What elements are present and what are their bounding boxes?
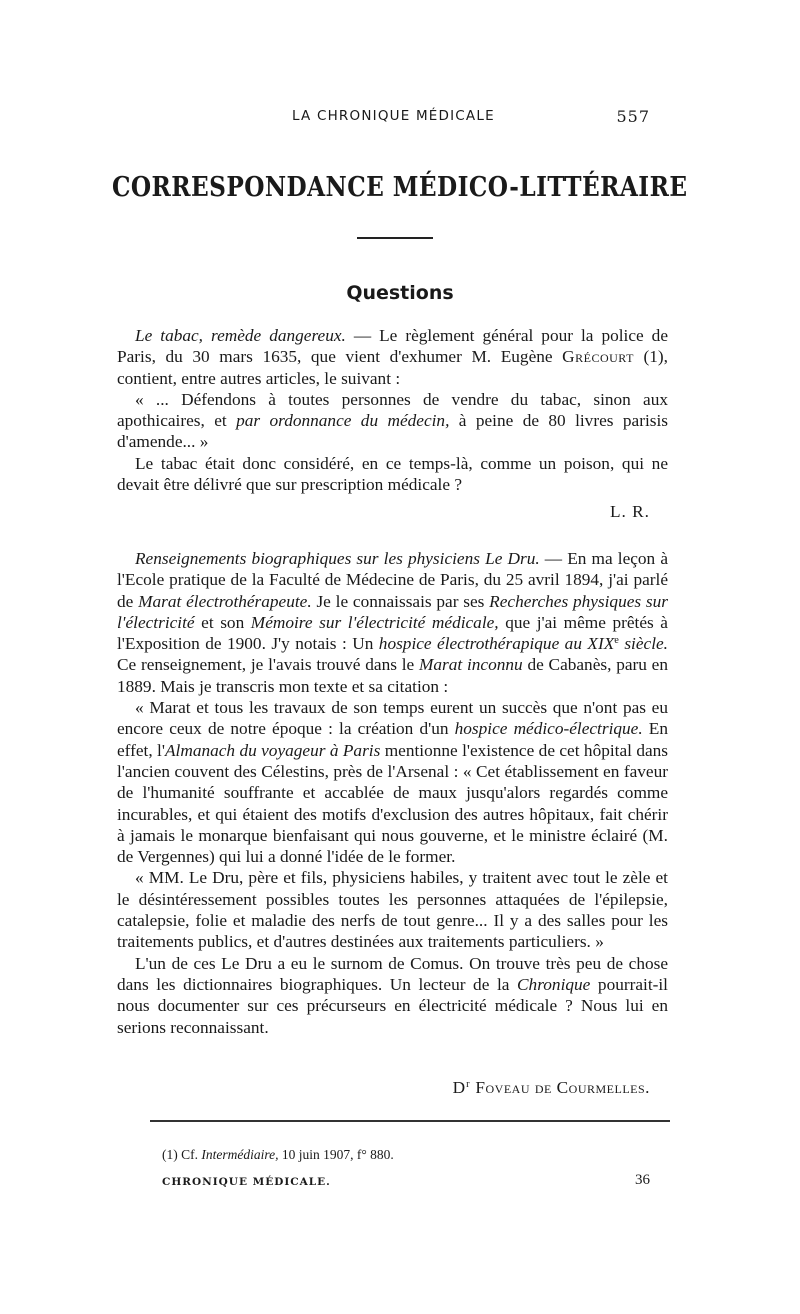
text-run: — En ma leçon à l'Ecole pratique de la Faculté de Médecine de Paris, du 25 avril 1894, j'ai parlé de bbox=[117, 549, 668, 611]
text-run: pourrait-il nous documenter sur ces précurseurs en électricité médicale ? Nous lui en serions reconnaissant. bbox=[117, 974, 668, 1037]
italic-run: siècle. bbox=[618, 634, 668, 654]
text-run: « Marat et tous les travaux de son temps eurent un succès que n'ont pas eu encore ceux de notre époque : la création d'un bbox=[117, 698, 668, 739]
title-rule bbox=[357, 237, 433, 239]
paragraph bbox=[117, 697, 668, 867]
text-run: de Cabanès, paru en 1889. Mais je transcris mon texte et sa citation : bbox=[117, 655, 668, 696]
author-name: Grécourt bbox=[562, 347, 634, 367]
text-run: Ce renseignement, je l'avais trouvé dans le bbox=[117, 655, 419, 675]
italic-run: Almanach du voyageur à Paris bbox=[164, 740, 381, 760]
main-title: CORRESPONDANCE MÉDICO-LITTÉRAIRE bbox=[111, 172, 688, 203]
paragraph bbox=[117, 548, 668, 697]
footer-signature-mark: CHRONIQUE MÉDICALE. bbox=[162, 1176, 331, 1188]
italic-run: hospice médico-électrique. bbox=[454, 719, 643, 739]
footer-sheet-number: 36 bbox=[635, 1172, 650, 1188]
text-run: — Le règlement général pour la police de Paris, du 30 mars 1635, que vient d'exhumer M. Eugène bbox=[117, 326, 668, 367]
italic-run: par ordonnance du médecin, bbox=[236, 411, 450, 431]
section-heading: Questions bbox=[346, 282, 454, 304]
italic-run: Intermédiaire, bbox=[201, 1147, 279, 1162]
paragraph bbox=[117, 389, 668, 453]
running-head-title: LA CHRONIQUE MÉDICALE bbox=[292, 108, 495, 124]
text-run: « ... Défendons à toutes personnes de vendre du tabac, sinon aux apothicaires, et bbox=[117, 389, 668, 431]
italic-run: Marat électrothérapeute. bbox=[138, 591, 312, 611]
text-run: (1), contient, entre autres articles, le suivant : bbox=[117, 347, 668, 388]
question-tabac bbox=[117, 325, 668, 495]
question-title: Renseignements biographiques sur les physiciens Le Dru. bbox=[135, 549, 540, 568]
footnote bbox=[162, 1147, 394, 1163]
italic-run: Recherches physiques sur l'électricité bbox=[117, 591, 668, 632]
paragraph: Le tabac était donc considéré, en ce temps-là, comme un poison, qui ne devait être délivré que sur prescription médicale ? bbox=[117, 453, 668, 495]
signature-lr: L. R. bbox=[609, 502, 650, 521]
superscript: r bbox=[466, 1078, 471, 1090]
paragraph bbox=[117, 953, 668, 1038]
signature-foveau bbox=[453, 1078, 650, 1098]
text-run: 10 juin 1907, f° 880. bbox=[278, 1147, 394, 1162]
text-run: que j'ai même prêtés à l'Exposition de 1900. J'y notais : Un bbox=[117, 612, 668, 654]
italic-run: Marat inconnu bbox=[418, 655, 523, 675]
question-title: Le tabac, remède dangereux. bbox=[135, 326, 346, 345]
superscript: e bbox=[614, 634, 619, 646]
paragraph: « MM. Le Dru, père et fils, physiciens habiles, y traitent avec tout le zèle et le désintéressement possibles toutes les personnes attaquées de l'épilepsie, catalepsie, folie et maladie des nerfs de tout genre... Il y a des salles pour les traitements publics, et d'autres destinées aux traitements particuliers. » bbox=[117, 868, 668, 952]
italic-run: Mémoire sur l'électricité médicale, bbox=[250, 612, 499, 632]
text-run: mentionne l'existence de cet hôpital dans l'ancien couvent des Célestins, près de l'Arsenal : « Cet établissement en faveur de l'humanité souffrante et accablée de maux jusqu'alors regardés comme incurables, et qui étaient des motifs d'exclusion des autres hôpitaux, fait chérir à jamais le monarque bienfaisant qui nous gouverne, et le ministre éclairé (M. de Vergennes) qui lui a donné l'idée de le former. bbox=[117, 740, 668, 867]
text-run: à peine de 80 livres parisis d'amende... » bbox=[117, 411, 668, 452]
paragraph bbox=[117, 325, 668, 389]
author-name: Foveau de Courmelles. bbox=[470, 1078, 650, 1097]
italic-run: hospice électrothérapique au XIX bbox=[378, 634, 615, 654]
page-number: 557 bbox=[616, 107, 650, 126]
footnote-rule bbox=[150, 1120, 670, 1122]
text-run: (1) Cf. bbox=[162, 1147, 202, 1162]
text-run: En effet, l' bbox=[117, 719, 668, 760]
text-run: L'un de ces Le Dru a eu le surnom de Comus. On trouve très peu de chose dans les dictionnaires biographiques. Un lecteur de la bbox=[117, 953, 668, 994]
text-run: D bbox=[452, 1078, 467, 1097]
running-head bbox=[0, 108, 800, 132]
question-ledru bbox=[117, 548, 668, 1038]
text-run: Je le connaissais par ses bbox=[311, 591, 490, 611]
text-run: et son bbox=[194, 612, 251, 632]
italic-run: Chronique bbox=[517, 974, 591, 994]
